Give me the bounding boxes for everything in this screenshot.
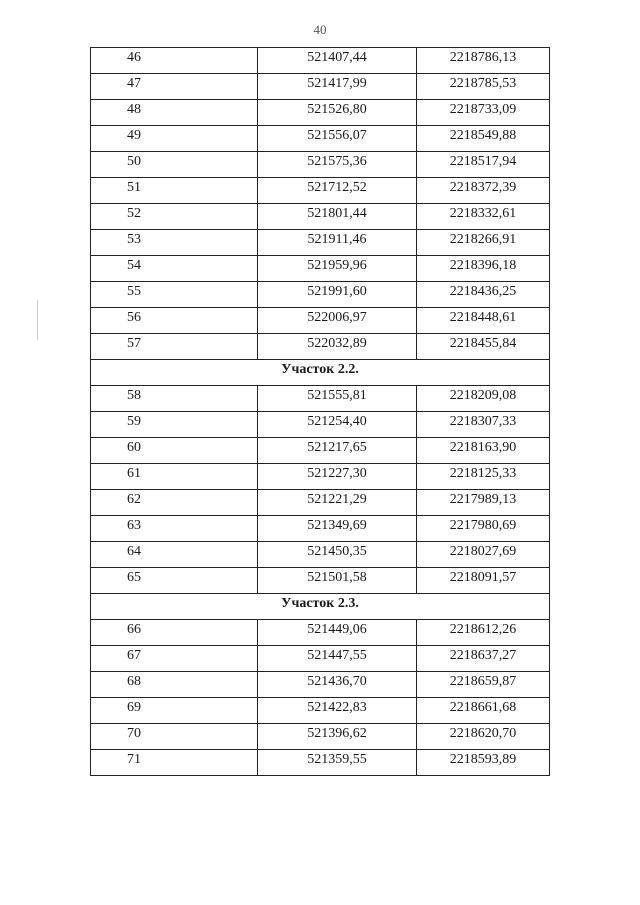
x-coordinate-cell: 521526,80 <box>258 100 417 126</box>
y-coordinate-cell: 2218307,33 <box>417 412 550 438</box>
table-row <box>91 308 550 334</box>
x-coordinate-cell: 521911,46 <box>258 230 417 256</box>
x-coordinate-cell: 521450,35 <box>258 542 417 568</box>
x-coordinate-cell: 522032,89 <box>258 334 417 360</box>
x-coordinate-cell: 521575,36 <box>258 152 417 178</box>
point-number-cell: 46 <box>91 48 258 74</box>
x-coordinate-cell: 521217,65 <box>258 438 417 464</box>
point-number-cell: 58 <box>91 386 258 412</box>
table-row <box>91 724 550 750</box>
y-coordinate-cell: 2218372,39 <box>417 178 550 204</box>
scan-margin-mark <box>37 300 38 340</box>
y-coordinate-cell: 2218620,70 <box>417 724 550 750</box>
point-number-cell: 56 <box>91 308 258 334</box>
point-number-cell: 67 <box>91 646 258 672</box>
table-row <box>91 152 550 178</box>
x-coordinate-cell: 521436,70 <box>258 672 417 698</box>
y-coordinate-cell: 2218209,08 <box>417 386 550 412</box>
y-coordinate-cell: 2218661,68 <box>417 698 550 724</box>
table-row <box>91 126 550 152</box>
table-row <box>91 490 550 516</box>
point-number-cell: 57 <box>91 334 258 360</box>
section-header-row <box>91 594 550 620</box>
y-coordinate-cell: 2217980,69 <box>417 516 550 542</box>
point-number-cell: 50 <box>91 152 258 178</box>
page-number: 40 <box>313 22 327 37</box>
y-coordinate-cell: 2218091,57 <box>417 568 550 594</box>
table-row <box>91 48 550 74</box>
point-number-cell: 69 <box>91 698 258 724</box>
y-coordinate-cell: 2218448,61 <box>417 308 550 334</box>
x-coordinate-cell: 521556,07 <box>258 126 417 152</box>
point-number-cell: 62 <box>91 490 258 516</box>
table-row <box>91 750 550 776</box>
table-row <box>91 698 550 724</box>
x-coordinate-cell: 521447,55 <box>258 646 417 672</box>
point-number-cell: 60 <box>91 438 258 464</box>
point-number-cell: 55 <box>91 282 258 308</box>
point-number-cell: 66 <box>91 620 258 646</box>
table-row <box>91 386 550 412</box>
table-row <box>91 74 550 100</box>
table-row <box>91 282 550 308</box>
y-coordinate-cell: 2218637,27 <box>417 646 550 672</box>
table-row <box>91 204 550 230</box>
x-coordinate-cell: 521254,40 <box>258 412 417 438</box>
table-row <box>91 672 550 698</box>
table-row <box>91 438 550 464</box>
x-coordinate-cell: 521501,58 <box>258 568 417 594</box>
point-number-cell: 48 <box>91 100 258 126</box>
x-coordinate-cell: 521449,06 <box>258 620 417 646</box>
x-coordinate-cell: 521227,30 <box>258 464 417 490</box>
y-coordinate-cell: 2218455,84 <box>417 334 550 360</box>
coordinates-table-body <box>91 48 550 776</box>
x-coordinate-cell: 522006,97 <box>258 308 417 334</box>
y-coordinate-cell: 2218332,61 <box>417 204 550 230</box>
point-number-cell: 63 <box>91 516 258 542</box>
y-coordinate-cell: 2218786,13 <box>417 48 550 74</box>
x-coordinate-cell: 521396,62 <box>258 724 417 750</box>
table-row <box>91 646 550 672</box>
y-coordinate-cell: 2218785,53 <box>417 74 550 100</box>
table-row <box>91 464 550 490</box>
x-coordinate-cell: 521555,81 <box>258 386 417 412</box>
x-coordinate-cell: 521417,99 <box>258 74 417 100</box>
point-number-cell: 64 <box>91 542 258 568</box>
y-coordinate-cell: 2218659,87 <box>417 672 550 698</box>
table-row <box>91 568 550 594</box>
x-coordinate-cell: 521407,44 <box>258 48 417 74</box>
point-number-cell: 59 <box>91 412 258 438</box>
x-coordinate-cell: 521712,52 <box>258 178 417 204</box>
table-row <box>91 516 550 542</box>
y-coordinate-cell: 2218612,26 <box>417 620 550 646</box>
point-number-cell: 51 <box>91 178 258 204</box>
y-coordinate-cell: 2217989,13 <box>417 490 550 516</box>
point-number-cell: 68 <box>91 672 258 698</box>
y-coordinate-cell: 2218266,91 <box>417 230 550 256</box>
point-number-cell: 52 <box>91 204 258 230</box>
section-title: Участок 2.3. <box>91 594 550 620</box>
x-coordinate-cell: 521959,96 <box>258 256 417 282</box>
point-number-cell: 49 <box>91 126 258 152</box>
section-header-row <box>91 360 550 386</box>
y-coordinate-cell: 2218125,33 <box>417 464 550 490</box>
x-coordinate-cell: 521221,29 <box>258 490 417 516</box>
point-number-cell: 54 <box>91 256 258 282</box>
y-coordinate-cell: 2218396,18 <box>417 256 550 282</box>
y-coordinate-cell: 2218436,25 <box>417 282 550 308</box>
table-row <box>91 542 550 568</box>
y-coordinate-cell: 2218549,88 <box>417 126 550 152</box>
point-number-cell: 71 <box>91 750 258 776</box>
table-row <box>91 100 550 126</box>
point-number-cell: 70 <box>91 724 258 750</box>
x-coordinate-cell: 521359,55 <box>258 750 417 776</box>
table-row <box>91 334 550 360</box>
y-coordinate-cell: 2218517,94 <box>417 152 550 178</box>
x-coordinate-cell: 521422,83 <box>258 698 417 724</box>
table-row <box>91 230 550 256</box>
x-coordinate-cell: 521991,60 <box>258 282 417 308</box>
x-coordinate-cell: 521349,69 <box>258 516 417 542</box>
table-row <box>91 620 550 646</box>
x-coordinate-cell: 521801,44 <box>258 204 417 230</box>
y-coordinate-cell: 2218733,09 <box>417 100 550 126</box>
point-number-cell: 47 <box>91 74 258 100</box>
table-row <box>91 178 550 204</box>
y-coordinate-cell: 2218027,69 <box>417 542 550 568</box>
section-title: Участок 2.2. <box>91 360 550 386</box>
y-coordinate-cell: 2218163,90 <box>417 438 550 464</box>
point-number-cell: 61 <box>91 464 258 490</box>
table-row <box>91 412 550 438</box>
point-number-cell: 53 <box>91 230 258 256</box>
y-coordinate-cell: 2218593,89 <box>417 750 550 776</box>
point-number-cell: 65 <box>91 568 258 594</box>
table-row <box>91 256 550 282</box>
coordinates-table <box>90 47 550 776</box>
